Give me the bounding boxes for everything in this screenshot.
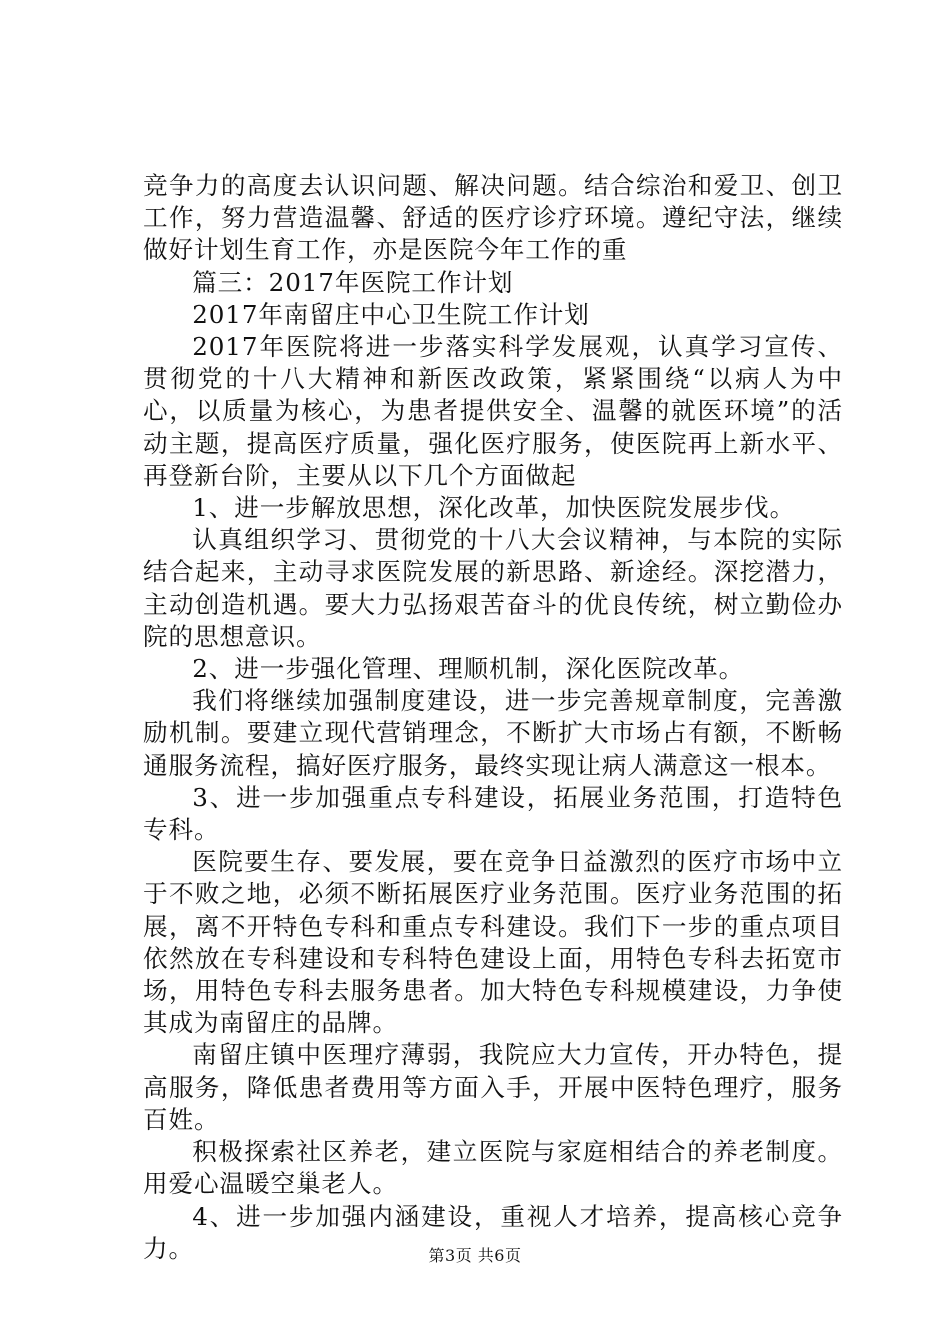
item-heading-1: 1、进一步解放思想，深化改革，加快医院发展步伐。 — [192, 493, 796, 523]
paragraph-item-2: 我们将继续加强制度建设，进一步完善规章制度，完善激励机制。要建立现代营销理念，不断扩大市场占有额，不断畅通服务流程，搞好医疗服务，最终实现让病人满意这一根本。 — [143, 686, 843, 780]
page-number-footer: 第3页 共6页 — [428, 1246, 522, 1265]
document-title: 2017年南留庄中心卫生院工作计划 — [192, 299, 590, 329]
paragraph-item-3c: 积极探索社区养老，建立医院与家庭相结合的养老制度。用爱心温暖空巢老人。 — [143, 1137, 843, 1199]
item-heading-4: 4、进一步加强内涵建设，重视人才培养，提高核心竞争力。 — [143, 1201, 843, 1263]
item-heading-3: 3、进一步加强重点专科建设，拓展业务范围，打造特色专科。 — [143, 782, 843, 845]
item-heading-2: 2、进一步强化管理、理顺机制，深化医院改革。 — [192, 654, 745, 684]
document-body — [143, 170, 843, 1265]
section-heading: 篇三：2017年医院工作计划 — [192, 267, 514, 297]
paragraph-continuation: 竞争力的高度去认识问题、解决问题。结合综治和爱卫、创卫工作，努力营造温馨、舒适的医疗诊疗环境。遵纪守法，继续做好计划生育工作，亦是医院今年工作的重 — [143, 171, 843, 265]
paragraph-item-3b: 南留庄镇中医理疗薄弱，我院应大力宣传，开办特色，提高服务，降低患者费用等方面入手，开展中医特色理疗，服务百姓。 — [143, 1040, 843, 1134]
paragraph-intro: 2017年医院将进一步落实科学发展观，认真学习宣传、贯彻党的十八大精神和新医改政策，紧紧围绕“以病人为中心，以质量为核心，为患者提供安全、温馨的就医环境”的活动主题，提高医疗质量，强化医疗服务，使医院再上新水平、再登新台阶，主要从以下几个方面做起 — [143, 332, 843, 490]
paragraph-item-3a: 医院要生存、要发展，要在竞争日益激烈的医疗市场中立于不败之地，必须不断拓展医疗业务范围。医疗业务范围的拓展，离不开特色专科和重点专科建设。我们下一步的重点项目依然放在专科建设和专科特色建设上面，用特色专科去拓宽市场，用特色专科去服务患者。加大特色专科规模建设，力争使其成为南留庄的品牌。 — [143, 847, 843, 1038]
paragraph-item-1: 认真组织学习、贯彻党的十八大会议精神，与本院的实际结合起来，主动寻求医院发展的新思路、新途经。深挖潜力，主动创造机遇。要大力弘扬艰苦奋斗的优良传统，树立勤俭办院的思想意识。 — [143, 525, 843, 651]
